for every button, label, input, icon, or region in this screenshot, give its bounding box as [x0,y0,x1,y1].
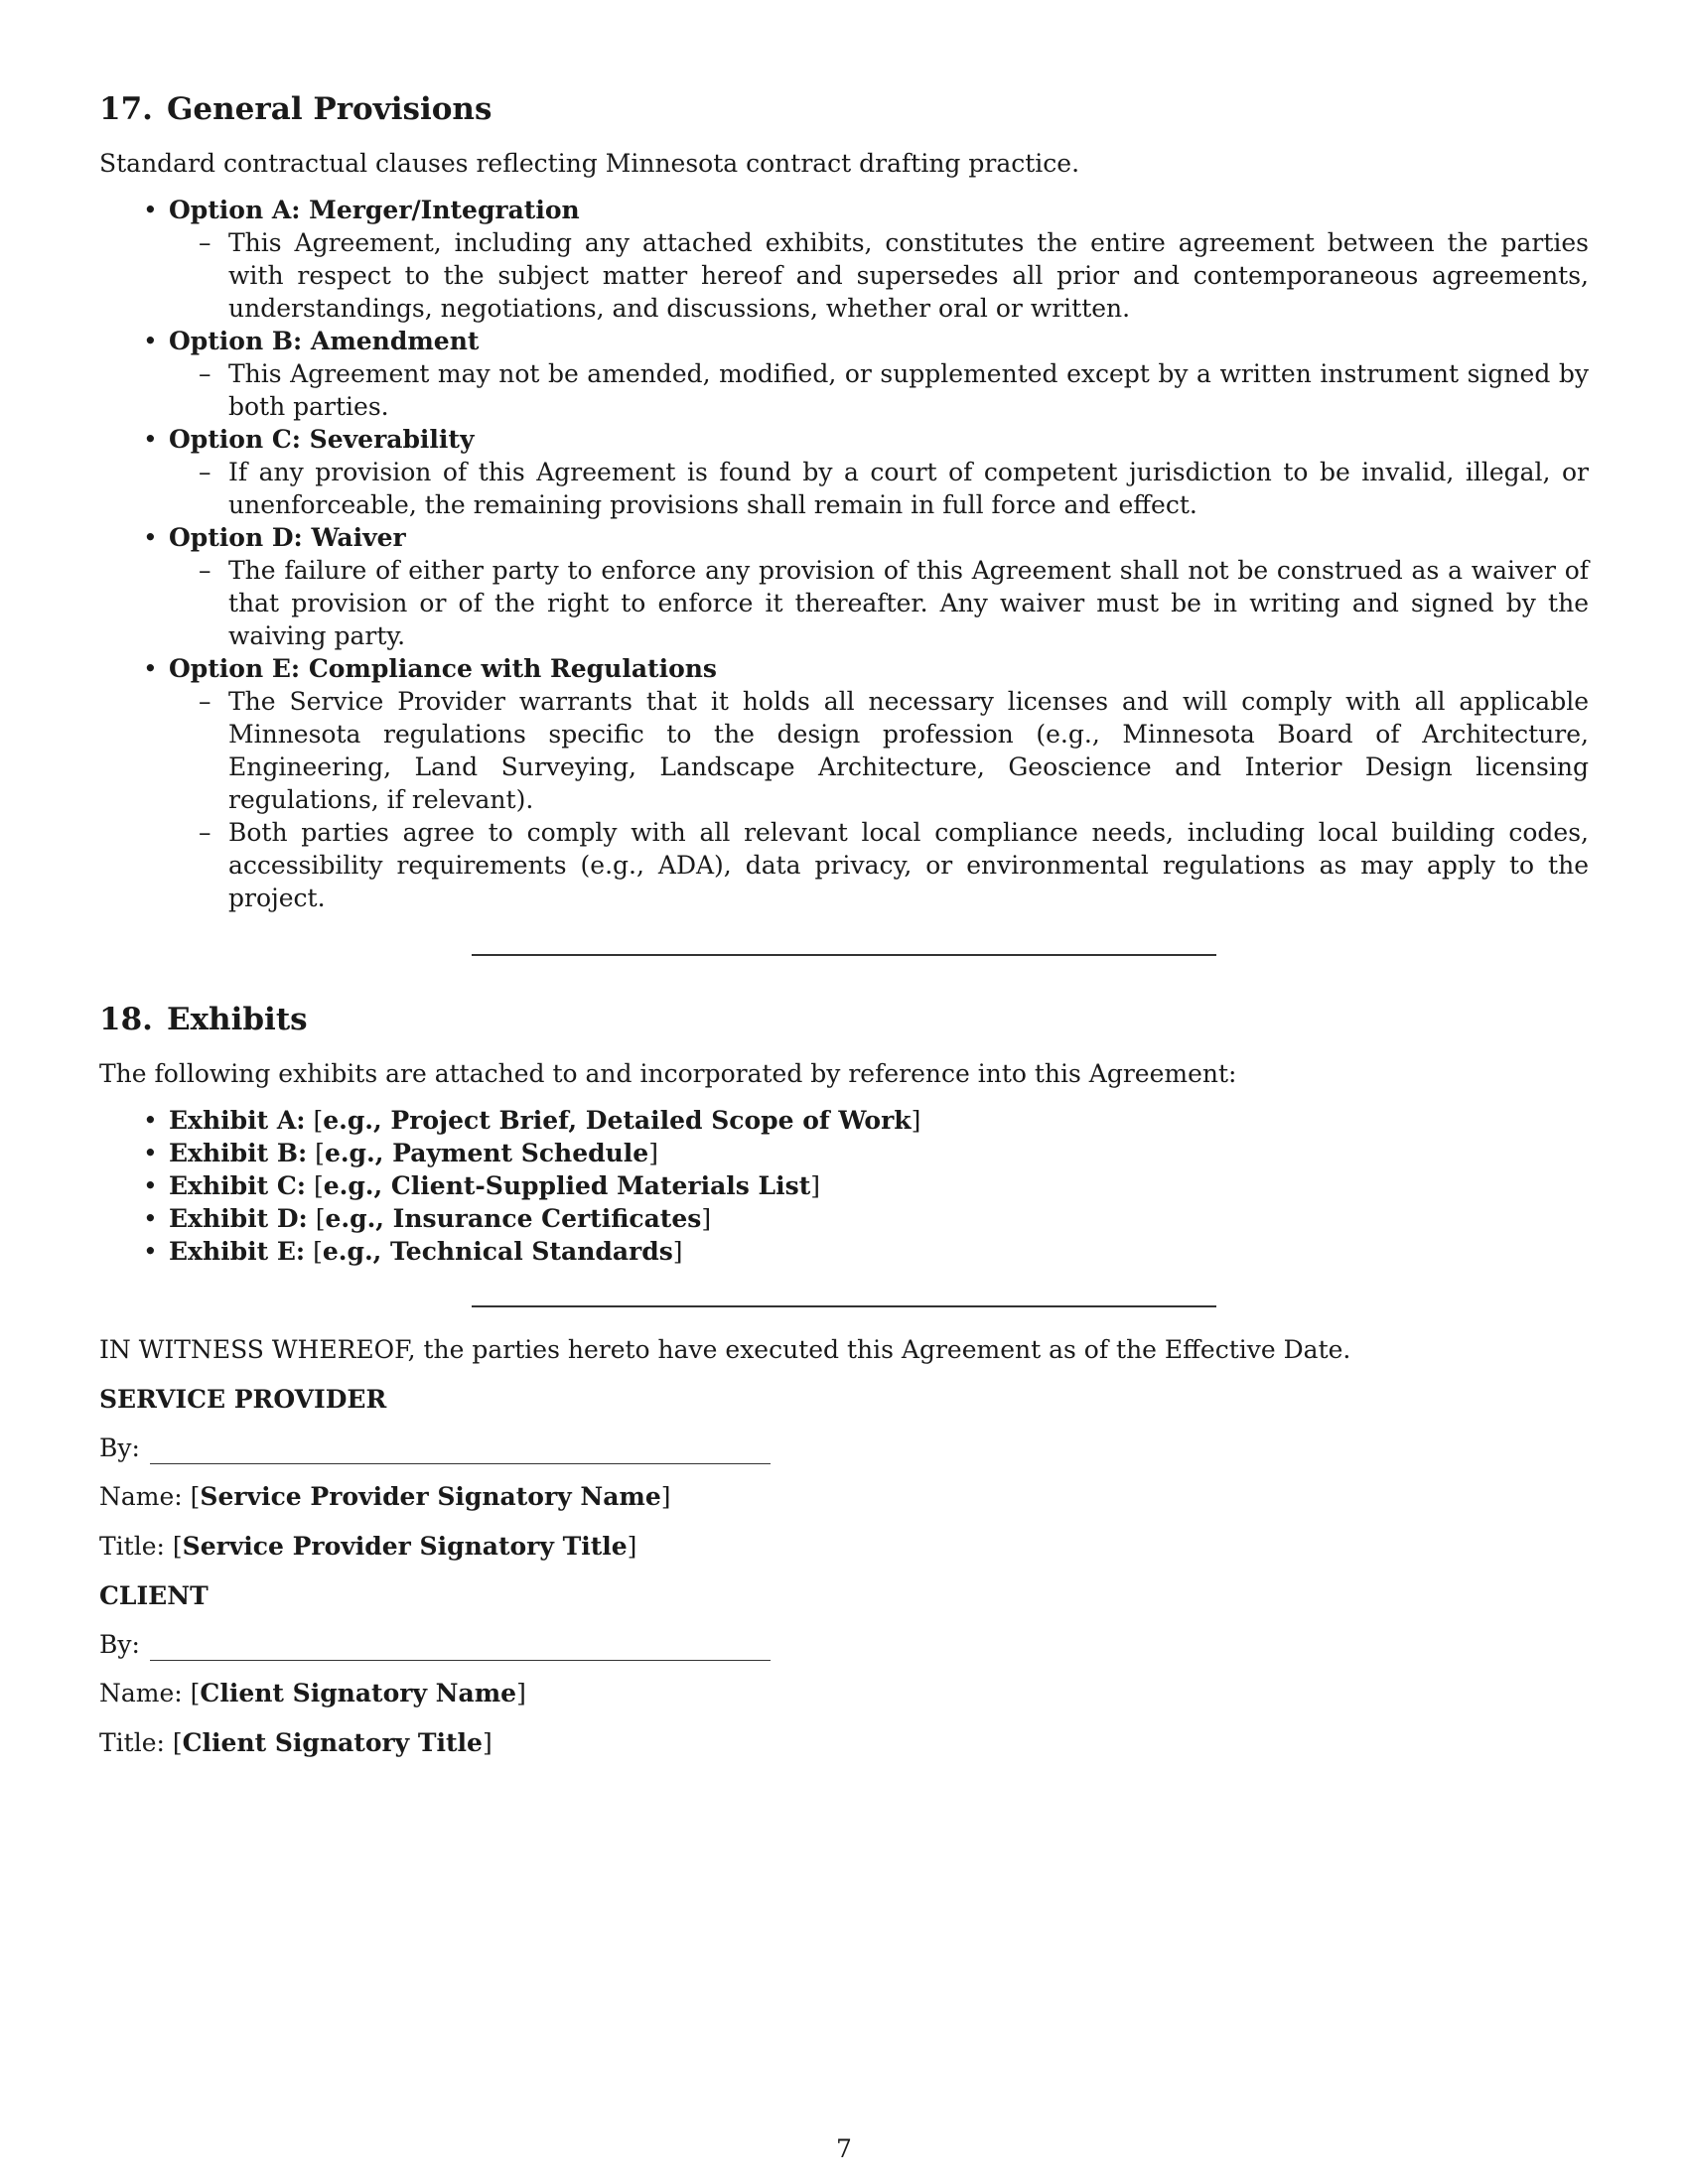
client-name-label: Name: [99,1679,183,1707]
general-provisions-list [99,194,1589,914]
option-d-title: Option D: Waiver [169,523,406,552]
exhibit-b: • Exhibit B: [e.g., Payment Schedule] [99,1137,1589,1169]
exhibit-c-value: e.g., Client-Supplied Materials List [323,1171,811,1200]
exhibit-b-label: Exhibit B: [169,1139,308,1167]
client-by-label: By: [99,1630,140,1659]
option-b-clauses [169,357,1589,423]
client-name-value: Client Signatory Name [200,1679,517,1707]
exhibits-list [99,1104,1589,1268]
service-provider-title-value: Service Provider Signatory Title [182,1532,628,1561]
section-17-title: General Provisions [166,91,492,127]
option-b-clause-1: – This Agreement may not be amended, modified, or supplemented except by a written instrument signed by both parties. [169,357,1589,423]
option-d-clause-1: – The failure of either party to enforce any provision of this Agreement shall not be construed as a waiver of that provision or of the right to enforce it thereafter. Any waiver must be in writing and signed by the waiving party. [169,554,1589,652]
option-c [99,423,1589,521]
option-e [99,652,1589,914]
service-provider-signature-block [99,1383,1589,1563]
exhibit-e: • Exhibit E: [e.g., Technical Standards] [99,1235,1589,1268]
exhibit-d: • Exhibit D: [e.g., Insurance Certificates] [99,1202,1589,1235]
option-c-title: Option C: Severability [169,425,475,454]
exhibit-d-value: e.g., Insurance Certificates [325,1204,702,1233]
client-title-label: Title: [99,1728,165,1757]
section-18-heading [99,1000,1589,1039]
option-d-clauses [169,554,1589,652]
witness-statement: IN WITNESS WHEREOF, the parties hereto have executed this Agreement as of the Effective Date. [99,1335,1351,1364]
exhibit-c: • Exhibit C: [e.g., Client-Supplied Materials List] [99,1169,1589,1202]
option-c-clause-1: – If any provision of this Agreement is found by a court of competent jurisdiction to be invalid, illegal, or unenforceable, the remaining provisions shall remain in full force and effect. [169,456,1589,521]
exhibit-e-value: e.g., Technical Standards [322,1237,673,1266]
exhibit-e-label: Exhibit E: [169,1237,306,1266]
section-divider [472,954,1216,956]
section-divider [472,1305,1216,1307]
service-provider-name-value: Service Provider Signatory Name [200,1482,661,1511]
option-a-title: Option A: Merger/Integration [169,196,580,224]
option-d [99,521,1589,652]
option-e-title: Option E: Compliance with Regulations [169,654,718,683]
service-provider-title-label: Title: [99,1532,165,1561]
section-17-intro: Standard contractual clauses reflecting Minnesota contract drafting practice. [99,149,1080,178]
client-heading: CLIENT [99,1581,209,1610]
section-17-number: 17. [99,91,153,127]
option-a-clauses [169,226,1589,325]
option-e-clause-1: – The Service Provider warrants that it holds all necessary licenses and will comply with all applicable Minnesota regulations specific to the design profession (e.g., Minnesota Board of Architecture, Engineering, Land Surveying, Landscape Architecture, Geoscience and Interior Design licensing regulations, if relevant). [169,685,1589,816]
option-b [99,325,1589,423]
service-provider-heading: SERVICE PROVIDER [99,1385,387,1414]
client-signature-line[interactable] [150,1638,771,1661]
exhibit-c-label: Exhibit C: [169,1171,306,1200]
section-18-title: Exhibits [166,1002,308,1037]
service-provider-name: Name: [Service Provider Signatory Name] [99,1482,671,1511]
service-provider-title: Title: [Service Provider Signatory Title] [99,1532,637,1561]
option-a-clause-1: – This Agreement, including any attached exhibits, constitutes the entire agreement between the parties with respect to the subject matter hereof and supersedes all prior and contemporaneous agreements, understandings, negotiations, and discussions, whether oral or written. [169,226,1589,325]
service-provider-by-label: By: [99,1433,140,1462]
section-18-number: 18. [99,1002,153,1037]
section-18-intro: The following exhibits are attached to and incorporated by reference into this Agreement: [99,1059,1237,1088]
option-a [99,194,1589,325]
section-17-heading [99,89,1589,129]
exhibit-b-value: e.g., Payment Schedule [324,1139,649,1167]
client-signature-block [99,1579,1589,1759]
option-e-clause-2: – Both parties agree to comply with all relevant local compliance needs, including local building codes, accessibility requirements (e.g., ADA), data privacy, or environmental regulations as may apply to the project. [169,816,1589,914]
exhibit-a-label: Exhibit A: [169,1106,306,1135]
service-provider-name-label: Name: [99,1482,183,1511]
client-title-value: Client Signatory Title [182,1728,483,1757]
service-provider-signature-line[interactable] [150,1441,771,1464]
option-b-title: Option B: Amendment [169,327,480,355]
document-page [99,89,1589,1776]
page-number: 7 [836,2134,852,2163]
exhibit-a: • Exhibit A: [e.g., Project Brief, Detailed Scope of Work] [99,1104,1589,1137]
client-signature-row [99,1628,1589,1661]
exhibit-a-value: e.g., Project Brief, Detailed Scope of Work [323,1106,912,1135]
option-c-clauses [169,456,1589,521]
client-name: Name: [Client Signatory Name] [99,1679,526,1707]
exhibit-d-label: Exhibit D: [169,1204,308,1233]
service-provider-signature-row [99,1432,1589,1464]
client-title: Title: [Client Signatory Title] [99,1728,492,1757]
option-e-clauses [169,685,1589,914]
